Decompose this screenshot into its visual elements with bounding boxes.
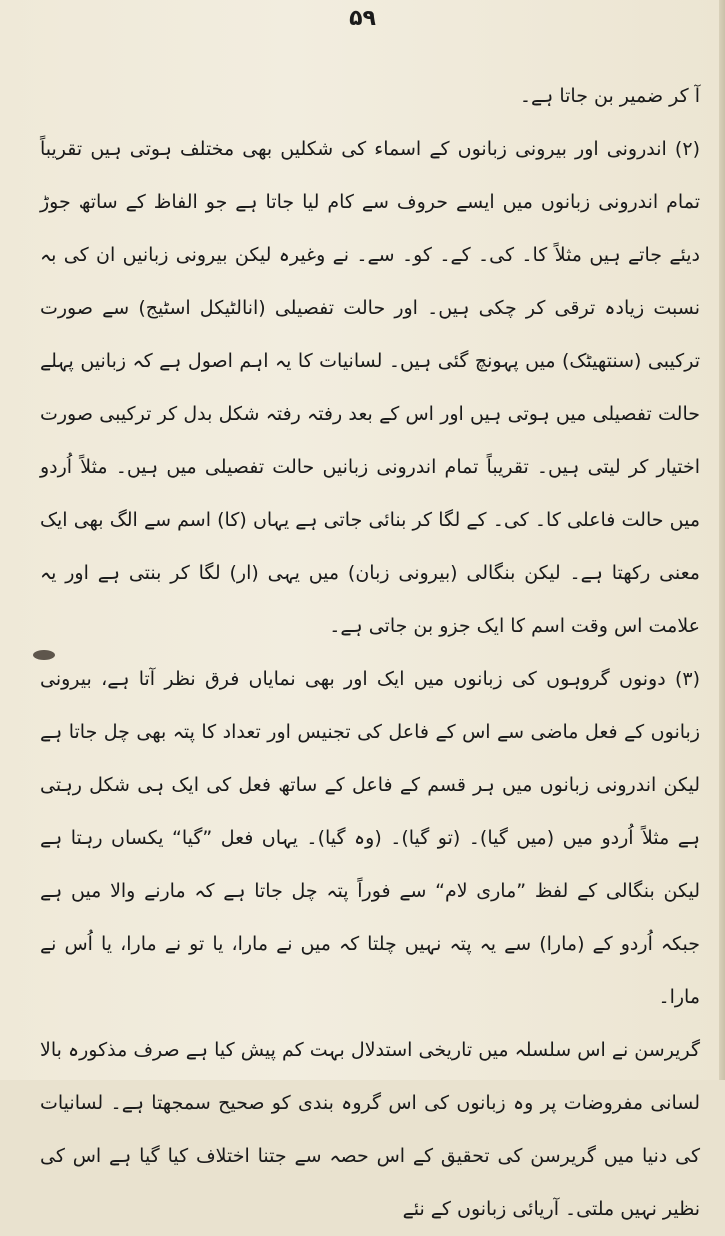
paragraph-intro-line: آ کر ضمیر بن جاتا ہے۔ [519,85,700,107]
page-number: ۵۹ [349,6,376,31]
page-body-text [40,70,700,1236]
paragraph-point-3: (۳) دونوں گروہوں کی زبانوں میں ایک اور بھی نمایاں فرق نظر آتا ہے، بیرونی زبانوں کے فعل ماضی سے اس کے فاعل کی تجنیس اور تعداد کا پتہ بھی چل جاتا ہے لیکن اندرونی زبانوں میں ہر قسم کے فاعل کے ساتھ فعل کی ایک ہی شکل رہتی ہے مثلاً اُردو میں (میں گیا)۔ (تو گیا)۔ (وہ گیا)۔ یہاں فعل ”گیا“ یکساں رہتا ہے لیکن بنگالی کے لفظ ”ماری لام“ سے فوراً پتہ چل جاتا ہے کہ مارنے والا میں ہے جبکہ اُردو کے (مارا) سے یہ پتہ نہیں چلتا کہ میں نے مارا، یا تو نے مارا، یا اُس نے مارا۔ [40,668,700,1008]
page-edge [719,0,725,1080]
paragraph-grierson: گریرسن نے اس سلسلہ میں تاریخی استدلال بہت کم پیش کیا ہے صرف مذکورہ بالا لسانی مفروضات پر وہ زبانوں کی اس گروہ بندی کو صحیح سمجھتا ہے۔ لسانیات کی دنیا میں گریرسن کی تحقیق کے اس حصہ سے جتنا اختلاف کیا گیا ہے اس کی نظیر نہیں ملتی۔ آریائی زبانوں کے نئے [40,1039,700,1220]
paragraph-point-2: (۲) اندرونی اور بیرونی زبانوں کے اسماء کی شکلیں بھی مختلف ہوتی ہیں تقریباً تمام اندرونی زبانوں میں ایسے حروف سے کام لیا جاتا ہے جو الفاظ کے ساتھ جوڑ دیئے جاتے ہیں مثلاً کا۔ کی۔ کے۔ کو۔ سے۔ نے وغیرہ لیکن بیرونی زبانیں ان کی بہ نسبت زیادہ ترقی کر چکی ہیں۔ اور حالت تفصیلی (انالٹیکل اسٹیج) سے صورت ترکیبی (سنتھیٹک) میں پہونچ گئی ہیں۔ لسانیات کا یہ اہم اصول ہے کہ زبانیں پہلے حالت تفصیلی میں ہوتی ہیں اور اس کے بعد رفتہ رفتہ شکل بدل کر ترکیبی صورت اختیار کر لیتی ہیں۔ تقریباً تمام اندرونی زبانیں حالت تفصیلی میں ہیں۔ مثلاً اُردو میں حالت فاعلی کا۔ کی۔ کے لگا کر بنائی جاتی ہے یہاں (کا) اسم سے الگ بھی ایک معنی رکھتا ہے۔ لیکن بنگالی (بیرونی زبان) میں یہی (ار) لگا کر بنتی ہے اور یہ علامت اس وقت اسم کا ایک جزو بن جاتی ہے۔ [40,138,700,637]
ink-smudge [33,650,55,660]
